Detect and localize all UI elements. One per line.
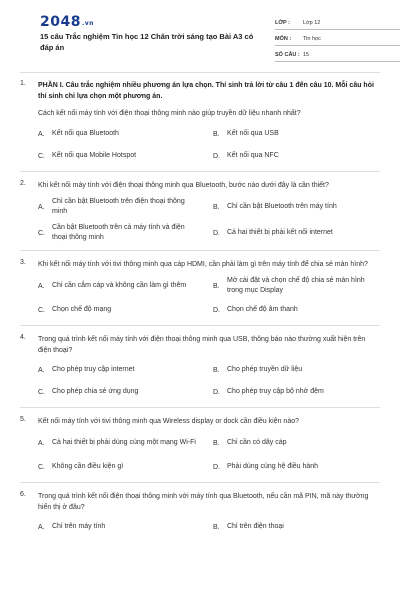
option-letter: B.	[213, 523, 220, 531]
option-a[interactable]	[38, 359, 205, 381]
question-number: 3.	[20, 259, 26, 266]
question-text: Trong quá trình kết nối máy tính với điện thoại thông minh qua USB, thông báo nào thường xuất hiện trên điện thoại?	[38, 336, 366, 354]
header-divider	[20, 72, 380, 73]
option-b[interactable]	[213, 516, 380, 538]
meta-value: Tin học	[303, 36, 321, 42]
options	[38, 273, 380, 321]
option-d[interactable]	[213, 456, 380, 478]
option-letter: C.	[38, 152, 45, 160]
question-divider	[20, 250, 380, 251]
question-text: Kết nối máy tính với tivi thông minh qua Wireless display or dock cần điều kiện nào?	[38, 418, 300, 425]
option-letter: B.	[213, 130, 220, 138]
option-text: Kết nối qua NFC	[227, 151, 279, 159]
option-text: Chỉ cần bật Bluetooth trên điện thoại thông minh	[52, 197, 185, 215]
option-d[interactable]	[213, 381, 380, 403]
option-letter: A.	[38, 130, 45, 138]
header	[20, 0, 380, 70]
section-heading: PHẦN I. Câu trắc nghiệm nhiều phương án lựa chọn. Thí sinh trả lời từ câu 1 đến câu 10. Mỗi câu hỏi thí sinh chỉ lựa chọn một phương án.	[38, 82, 374, 100]
question-4	[20, 334, 380, 407]
question-5	[20, 416, 380, 482]
option-text: Cho phép truy cập bộ nhớ đệm	[227, 387, 324, 395]
option-letter: C.	[38, 463, 45, 471]
option-letter: A.	[38, 366, 45, 374]
option-letter: B.	[213, 366, 220, 374]
option-letter: D.	[213, 306, 220, 314]
option-letter: A.	[38, 282, 45, 290]
option-letter: D.	[213, 463, 220, 471]
option-letter: A.	[38, 439, 45, 447]
option-text: Cả hai thiết bị phải dùng cùng một mạng Wi-Fi	[52, 438, 196, 446]
option-c[interactable]	[38, 299, 205, 321]
option-letter: B.	[213, 282, 220, 290]
question-number: 4.	[20, 334, 26, 341]
question-text: Cách kết nối máy tính với điện thoại thông minh nào giúp truyền dữ liệu nhanh nhất?	[38, 110, 301, 117]
option-a[interactable]	[38, 123, 205, 145]
option-c[interactable]	[38, 381, 205, 403]
logo-suffix: .vn	[81, 20, 94, 27]
option-d[interactable]	[213, 299, 380, 321]
logo-text: 2048	[40, 14, 81, 30]
meta-info	[275, 14, 400, 62]
meta-row-class	[275, 14, 400, 30]
meta-row-count	[275, 46, 400, 62]
option-text: Phải dùng cùng hệ điều hành	[227, 462, 319, 470]
option-text: Kết nối qua Bluetooth	[52, 129, 119, 137]
option-text: Chọn chế độ âm thanh	[227, 305, 298, 313]
question-2	[20, 180, 380, 250]
question-3	[20, 259, 380, 325]
option-text: Chỉ cần bật Bluetooth trên máy tính	[227, 202, 337, 210]
option-b[interactable]	[213, 273, 380, 299]
option-b[interactable]	[213, 359, 380, 381]
option-text: Chỉ trên điện thoại	[227, 522, 284, 530]
option-c[interactable]	[38, 145, 205, 167]
question-text: Trong quá trình kết nối điện thoại thông minh với máy tính qua Bluetooth, nếu cần mã PIN, mã này thường hiển thị ở đâu?	[38, 493, 369, 511]
option-text: Kết nối qua Mobile Hotspot	[52, 151, 137, 159]
question-number: 6.	[20, 491, 26, 498]
option-letter: B.	[213, 439, 220, 447]
option-text: Chỉ cần có dây cáp	[227, 438, 287, 446]
option-letter: C.	[38, 388, 45, 396]
option-text: Mở cài đặt và chọn chế độ chia sẻ màn hình trong mục Display	[227, 276, 365, 294]
options	[38, 516, 380, 538]
option-letter: D.	[213, 388, 220, 396]
option-d[interactable]	[213, 220, 380, 246]
option-c[interactable]	[38, 220, 205, 246]
option-b[interactable]	[213, 430, 380, 456]
option-letter: D.	[213, 229, 220, 237]
option-a[interactable]	[38, 194, 205, 220]
meta-row-subject	[275, 30, 400, 46]
option-text: Không cần điều kiện gì	[52, 462, 124, 470]
questions-list	[20, 80, 380, 538]
option-a[interactable]	[38, 273, 205, 299]
option-a[interactable]	[38, 516, 205, 538]
option-letter: B.	[213, 203, 220, 211]
option-text: Cho phép truy cập internet	[52, 365, 135, 373]
options	[38, 194, 380, 246]
option-text: Chỉ trên máy tính	[52, 522, 106, 530]
question-divider	[20, 407, 380, 408]
question-6	[20, 491, 380, 538]
question-number: 5.	[20, 416, 26, 423]
options	[38, 430, 380, 478]
site-logo[interactable]	[40, 14, 94, 30]
question-divider	[20, 325, 380, 326]
option-text: Cho phép chia sẻ ứng dụng	[52, 387, 139, 395]
option-d[interactable]	[213, 145, 380, 167]
option-letter: A.	[38, 203, 45, 211]
option-a[interactable]	[38, 430, 205, 456]
option-c[interactable]	[38, 456, 205, 478]
question-divider	[20, 171, 380, 172]
meta-label: MÔN :	[275, 36, 292, 42]
question-number: 2.	[20, 180, 26, 187]
option-b[interactable]	[213, 194, 380, 220]
option-letter: D.	[213, 152, 220, 160]
meta-value: Lớp 12	[303, 20, 321, 26]
option-text: Cho phép truyền dữ liệu	[227, 365, 303, 373]
option-text: Chọn chế độ mạng	[52, 305, 112, 313]
question-number: 1.	[20, 80, 26, 87]
option-letter: C.	[38, 306, 45, 314]
option-text: Kết nối qua USB	[227, 129, 279, 137]
question-text: Khi kết nối máy tính với tivi thông minh qua cáp HDMI, cần phải làm gì trên máy tính để chia sẻ màn hình?	[38, 261, 368, 268]
meta-label: SỐ CÂU :	[275, 52, 300, 58]
meta-label: LỚP :	[275, 20, 290, 26]
question-divider	[20, 482, 380, 483]
question-text: Khi kết nối máy tính với điện thoại thông minh qua Bluetooth, bước nào dưới đây là cần thiết?	[38, 182, 329, 189]
option-text: Cả hai thiết bị phải kết nối internet	[227, 228, 333, 236]
option-text: Chỉ cần cắm cáp và không cần làm gì thêm	[52, 281, 187, 289]
option-b[interactable]	[213, 123, 380, 145]
options	[38, 123, 380, 167]
option-text: Cần bật Bluetooth trên cả máy tính và điện thoại thông minh	[52, 223, 185, 241]
options	[38, 359, 380, 403]
meta-value: 15	[303, 52, 310, 58]
document-title: 15 câu Trắc nghiệm Tin học 12 Chân trời sáng tạo Bài A3 có đáp án	[40, 32, 254, 52]
question-1	[20, 80, 380, 171]
option-letter: C.	[38, 229, 45, 237]
option-letter: A.	[38, 523, 45, 531]
